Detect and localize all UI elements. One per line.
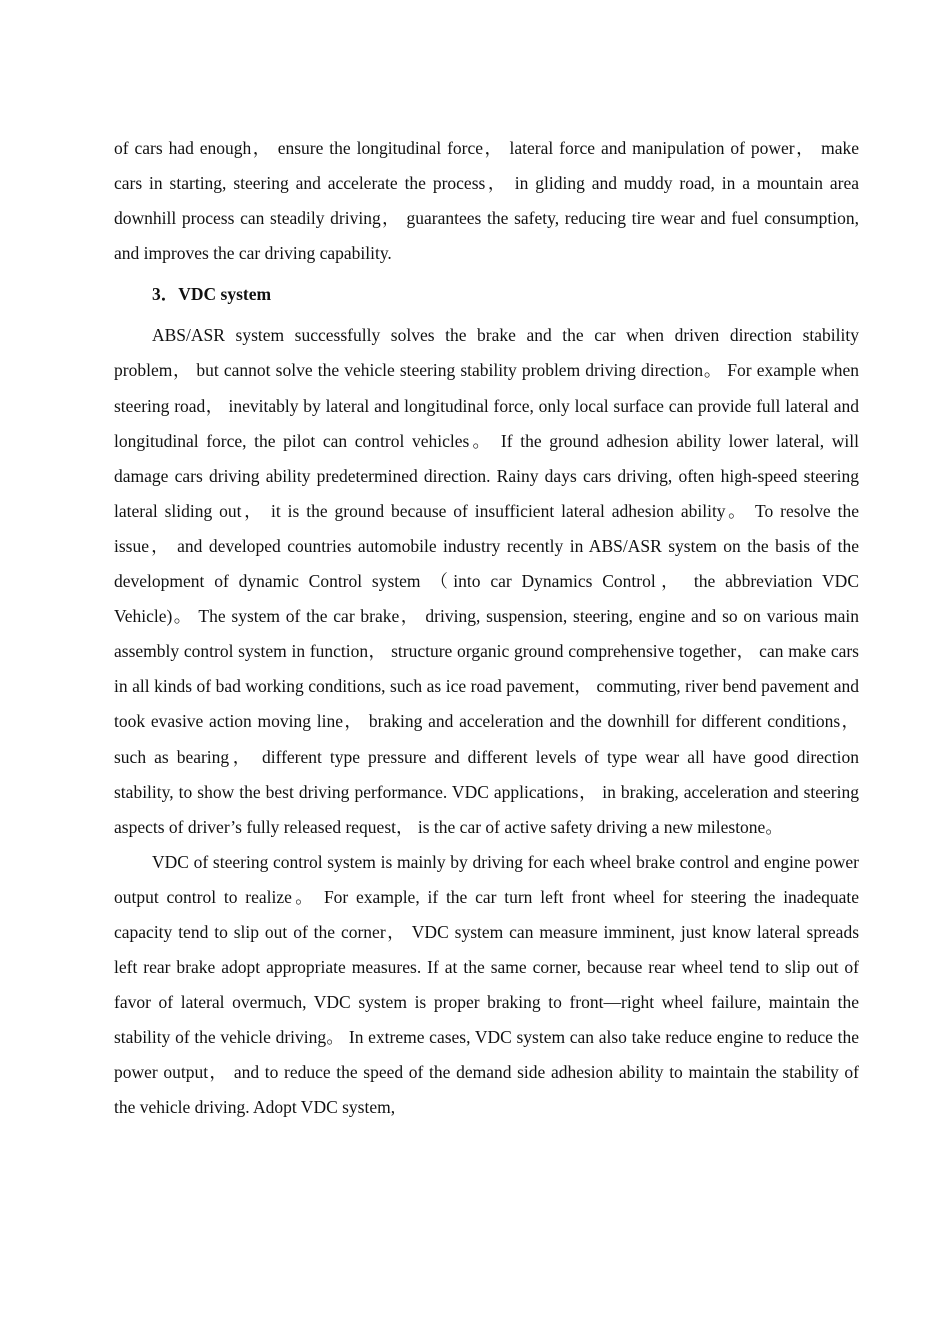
paragraph-vdc-steering-control: VDC of steering control system is mainly by driving for each wheel brake control and engine power output control to realize。 For example, if the car turn left front wheel for steering the inadequate capacity tend to slip out of the corner， VDC system can measure imminent, just know lateral spreads left rear brake adopt appropriate measures. If at the same corner, because rear wheel tend to slip out of favor of lateral overmuch, VDC system is proper braking to front—right wheel failure, maintain the stability of the vehicle driving。 In extreme cases, VDC system can also take reduce engine to reduce the power output， and to reduce the speed of the demand side adhesion ability to maintain the stability of the vehicle driving. Adopt VDC system, xyxy=(114,851,859,1118)
section-heading-vdc-system: 3．VDC system xyxy=(152,284,272,305)
document-page xyxy=(114,131,859,1126)
paragraph-abs-asr: ABS/ASR system successfully solves the brake and the car when driven direction stability problem， but cannot solve the vehicle steering stability problem driving direction。 For example when steering road， inevitably by lateral and longitudinal force, only local surface can provide full lateral and longitudinal force, the pilot can control vehicles。 If the ground adhesion ability lower lateral, will damage cars driving ability predetermined direction. Rainy days cars driving, often high-speed steering lateral sliding out， it is the ground because of insufficient lateral adhesion ability。 To resolve the issue， and developed countries automobile industry recently in ABS/ASR system on the basis of the development of dynamic Control system （into car Dynamics Control， the abbreviation VDC Vehicle)。 The system of the car brake， driving, suspension, steering, engine and so on various main assembly control system in function， structure organic ground comprehensive together， can make cars in all kinds of bad working conditions, such as ice road pavement， commuting, river bend pavement and took evasive action moving line， braking and acceleration and the downhill for different conditions， such as bearing， different type pressure and different levels of type wear all have good direction stability, to show the best driving performance. VDC applications， in braking, acceleration and steering aspects of driver’s fully released request， is the car of active safety driving a new milestone。 xyxy=(114,325,859,837)
paragraph-continued: of cars had enough， ensure the longitudinal force， lateral force and manipulation of power， make cars in starting, steering and accelerate the process， in gliding and muddy road, in a mountain area downhill process can steadily driving， guarantees the safety, reducing tire wear and fuel consumption, and improves the car driving capability. xyxy=(114,138,859,264)
